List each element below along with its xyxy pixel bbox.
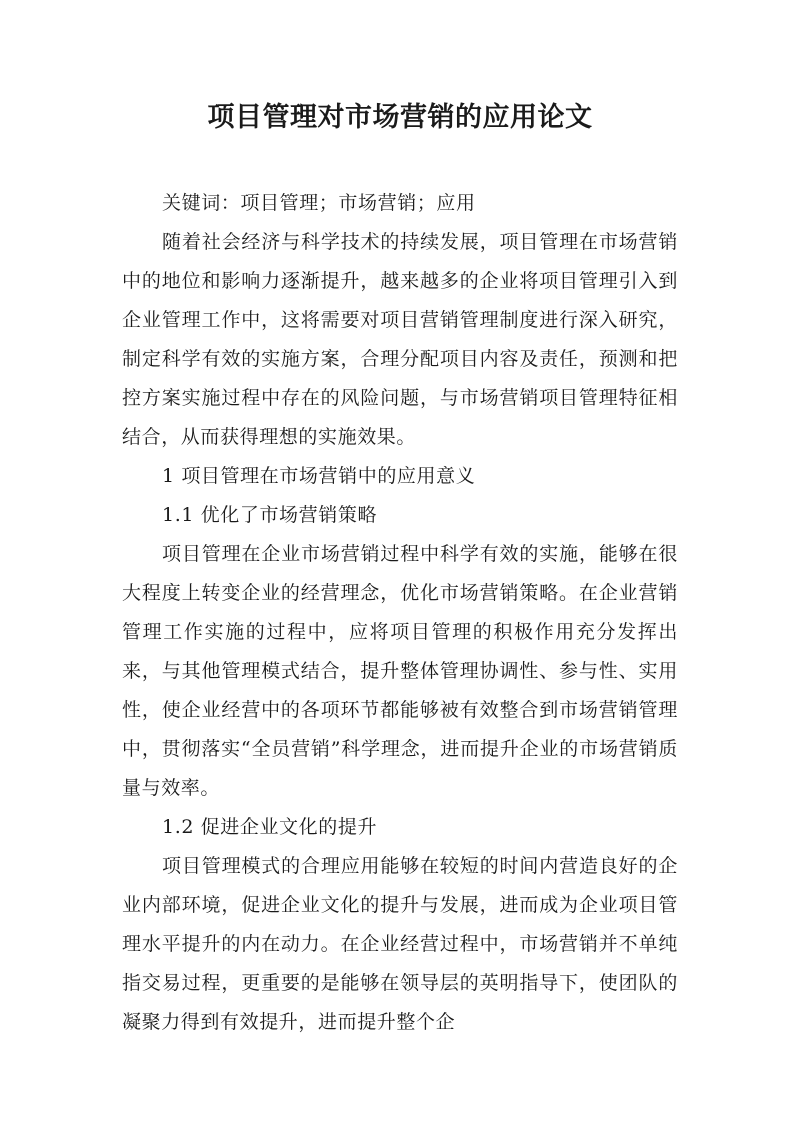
document-title: 项目管理对市场营销的应用论文	[207, 102, 593, 133]
subsection-1-2-paragraph: 项目管理模式的合理应用能够在较短的时间内营造良好的企业内部环境，促进企业文化的提升与发展，进而成为企业项目管理水平提升的内在动力。在企业经营过程中，市场营销并不单纯指交易过程，更重要的是能够在领导层的英明指导下，使团队的凝聚力得到有效提升，进而提升整个企	[122, 855, 678, 1033]
document-body	[122, 184, 678, 1042]
section-1-heading: 1 项目管理在市场营销中的应用意义	[162, 465, 476, 487]
subsection-1-1-paragraph: 项目管理在企业市场营销过程中科学有效的实施，能够在很大程度上转变企业的经营理念，优化市场营销策略。在企业营销管理工作实施的过程中，应将项目管理的积极作用充分发挥出来，与其他管理模式结合，提升整体管理协调性、参与性、实用性，使企业经营中的各项环节都能够被有效整合到市场营销管理中，贯彻落实“全员营销”科学理念，进而提升企业的市场营销质量与效率。	[122, 543, 678, 799]
subsection-1-1-heading: 1.1 优化了市场营销策略	[162, 504, 378, 526]
keywords-line: 关键词：项目管理；市场营销；应用	[162, 192, 476, 214]
intro-paragraph: 随着社会经济与科学技术的持续发展，项目管理在市场营销中的地位和影响力逐渐提升，越来越多的企业将项目管理引入到企业管理工作中，这将需要对项目营销管理制度进行深入研究，制定科学有效的实施方案，合理分配项目内容及责任，预测和把控方案实施过程中存在的风险问题，与市场营销项目管理特征相结合，从而获得理想的实施效果。	[122, 231, 678, 448]
subsection-1-2-heading: 1.2 促进企业文化的提升	[162, 816, 378, 838]
